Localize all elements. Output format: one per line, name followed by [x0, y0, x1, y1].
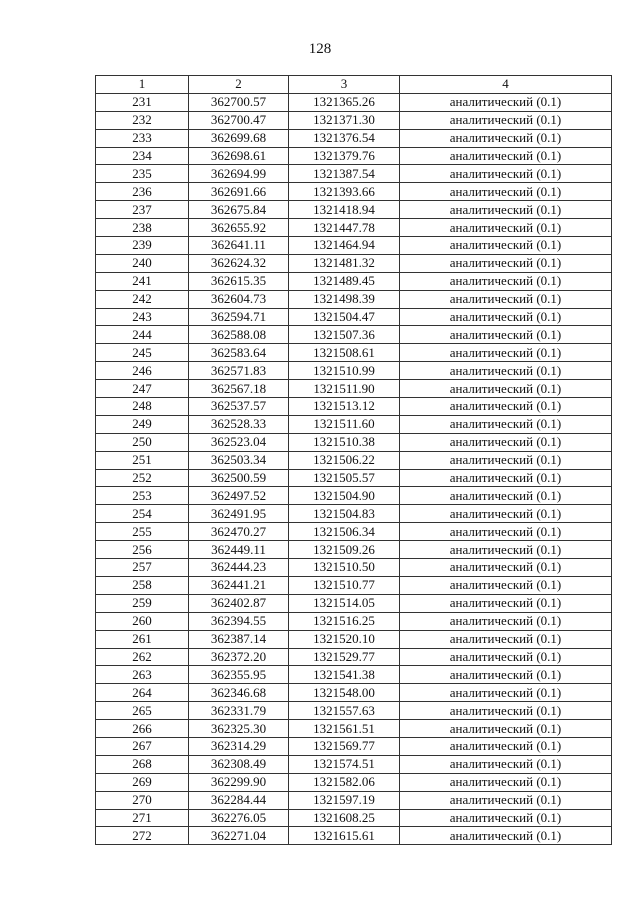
y-coordinate-cell: 1321505.57: [289, 469, 400, 487]
accuracy-method-cell: аналитический (0.1): [400, 165, 612, 183]
table-row: [96, 630, 612, 648]
x-coordinate-cell: 362470.27: [189, 523, 289, 541]
y-coordinate-cell: 1321510.50: [289, 559, 400, 577]
x-coordinate-cell: 362528.33: [189, 415, 289, 433]
accuracy-method-cell: аналитический (0.1): [400, 594, 612, 612]
table-row: [96, 433, 612, 451]
point-number-cell: 256: [96, 541, 189, 559]
accuracy-method-cell: аналитический (0.1): [400, 702, 612, 720]
table-row: [96, 469, 612, 487]
header-cell-2: 2: [189, 76, 289, 94]
table-row: [96, 398, 612, 416]
point-number-cell: 244: [96, 326, 189, 344]
x-coordinate-cell: 362284.44: [189, 791, 289, 809]
x-coordinate-cell: 362523.04: [189, 433, 289, 451]
point-number-cell: 247: [96, 380, 189, 398]
point-number-cell: 239: [96, 237, 189, 255]
accuracy-method-cell: аналитический (0.1): [400, 111, 612, 129]
y-coordinate-cell: 1321506.22: [289, 451, 400, 469]
x-coordinate-cell: 362604.73: [189, 290, 289, 308]
y-coordinate-cell: 1321511.60: [289, 415, 400, 433]
point-number-cell: 251: [96, 451, 189, 469]
point-number-cell: 261: [96, 630, 189, 648]
y-coordinate-cell: 1321379.76: [289, 147, 400, 165]
point-number-cell: 250: [96, 433, 189, 451]
table-row: [96, 308, 612, 326]
x-coordinate-cell: 362372.20: [189, 648, 289, 666]
x-coordinate-cell: 362346.68: [189, 684, 289, 702]
point-number-cell: 271: [96, 809, 189, 827]
accuracy-method-cell: аналитический (0.1): [400, 201, 612, 219]
y-coordinate-cell: 1321513.12: [289, 398, 400, 416]
coordinates-table: [95, 75, 612, 845]
table-row: [96, 451, 612, 469]
y-coordinate-cell: 1321514.05: [289, 594, 400, 612]
point-number-cell: 232: [96, 111, 189, 129]
accuracy-method-cell: аналитический (0.1): [400, 666, 612, 684]
y-coordinate-cell: 1321504.47: [289, 308, 400, 326]
x-coordinate-cell: 362402.87: [189, 594, 289, 612]
point-number-cell: 255: [96, 523, 189, 541]
point-number-cell: 253: [96, 487, 189, 505]
accuracy-method-cell: аналитический (0.1): [400, 505, 612, 523]
header-cell-3: 3: [289, 76, 400, 94]
x-coordinate-cell: 362700.47: [189, 111, 289, 129]
y-coordinate-cell: 1321376.54: [289, 129, 400, 147]
point-number-cell: 258: [96, 576, 189, 594]
x-coordinate-cell: 362355.95: [189, 666, 289, 684]
x-coordinate-cell: 362491.95: [189, 505, 289, 523]
point-number-cell: 270: [96, 791, 189, 809]
table-row: [96, 147, 612, 165]
accuracy-method-cell: аналитический (0.1): [400, 809, 612, 827]
header-cell-1: 1: [96, 76, 189, 94]
y-coordinate-cell: 1321504.83: [289, 505, 400, 523]
table-row: [96, 129, 612, 147]
accuracy-method-cell: аналитический (0.1): [400, 415, 612, 433]
table-row: [96, 237, 612, 255]
point-number-cell: 240: [96, 254, 189, 272]
y-coordinate-cell: 1321569.77: [289, 737, 400, 755]
point-number-cell: 269: [96, 773, 189, 791]
table-row: [96, 755, 612, 773]
table-row: [96, 183, 612, 201]
y-coordinate-cell: 1321608.25: [289, 809, 400, 827]
table-row: [96, 541, 612, 559]
point-number-cell: 236: [96, 183, 189, 201]
y-coordinate-cell: 1321516.25: [289, 612, 400, 630]
accuracy-method-cell: аналитический (0.1): [400, 720, 612, 738]
point-number-cell: 233: [96, 129, 189, 147]
y-coordinate-cell: 1321504.90: [289, 487, 400, 505]
table-row: [96, 720, 612, 738]
accuracy-method-cell: аналитический (0.1): [400, 523, 612, 541]
table-row: [96, 415, 612, 433]
table-row: [96, 684, 612, 702]
table-row: [96, 362, 612, 380]
y-coordinate-cell: 1321393.66: [289, 183, 400, 201]
x-coordinate-cell: 362537.57: [189, 398, 289, 416]
accuracy-method-cell: аналитический (0.1): [400, 827, 612, 845]
point-number-cell: 242: [96, 290, 189, 308]
point-number-cell: 262: [96, 648, 189, 666]
x-coordinate-cell: 362583.64: [189, 344, 289, 362]
table-row: [96, 487, 612, 505]
accuracy-method-cell: аналитический (0.1): [400, 326, 612, 344]
x-coordinate-cell: 362698.61: [189, 147, 289, 165]
y-coordinate-cell: 1321541.38: [289, 666, 400, 684]
point-number-cell: 266: [96, 720, 189, 738]
table-row: [96, 702, 612, 720]
x-coordinate-cell: 362700.57: [189, 93, 289, 111]
y-coordinate-cell: 1321509.26: [289, 541, 400, 559]
table-row: [96, 737, 612, 755]
accuracy-method-cell: аналитический (0.1): [400, 272, 612, 290]
table-body: [96, 93, 612, 844]
table-row: [96, 219, 612, 237]
x-coordinate-cell: 362331.79: [189, 702, 289, 720]
accuracy-method-cell: аналитический (0.1): [400, 147, 612, 165]
point-number-cell: 264: [96, 684, 189, 702]
table-row: [96, 272, 612, 290]
y-coordinate-cell: 1321371.30: [289, 111, 400, 129]
y-coordinate-cell: 1321582.06: [289, 773, 400, 791]
point-number-cell: 234: [96, 147, 189, 165]
point-number-cell: 259: [96, 594, 189, 612]
x-coordinate-cell: 362624.32: [189, 254, 289, 272]
point-number-cell: 241: [96, 272, 189, 290]
x-coordinate-cell: 362314.29: [189, 737, 289, 755]
point-number-cell: 272: [96, 827, 189, 845]
table-row: [96, 165, 612, 183]
table-row: [96, 612, 612, 630]
y-coordinate-cell: 1321508.61: [289, 344, 400, 362]
y-coordinate-cell: 1321597.19: [289, 791, 400, 809]
accuracy-method-cell: аналитический (0.1): [400, 183, 612, 201]
x-coordinate-cell: 362655.92: [189, 219, 289, 237]
accuracy-method-cell: аналитический (0.1): [400, 362, 612, 380]
x-coordinate-cell: 362694.99: [189, 165, 289, 183]
y-coordinate-cell: 1321489.45: [289, 272, 400, 290]
accuracy-method-cell: аналитический (0.1): [400, 630, 612, 648]
x-coordinate-cell: 362588.08: [189, 326, 289, 344]
y-coordinate-cell: 1321498.39: [289, 290, 400, 308]
table-row: [96, 594, 612, 612]
table-row: [96, 201, 612, 219]
y-coordinate-cell: 1321506.34: [289, 523, 400, 541]
table-row: [96, 111, 612, 129]
x-coordinate-cell: 362276.05: [189, 809, 289, 827]
table-row: [96, 809, 612, 827]
y-coordinate-cell: 1321615.61: [289, 827, 400, 845]
accuracy-method-cell: аналитический (0.1): [400, 237, 612, 255]
point-number-cell: 231: [96, 93, 189, 111]
accuracy-method-cell: аналитический (0.1): [400, 773, 612, 791]
point-number-cell: 238: [96, 219, 189, 237]
x-coordinate-cell: 362387.14: [189, 630, 289, 648]
header-cell-4: 4: [400, 76, 612, 94]
accuracy-method-cell: аналитический (0.1): [400, 290, 612, 308]
x-coordinate-cell: 362675.84: [189, 201, 289, 219]
point-number-cell: 267: [96, 737, 189, 755]
table-row: [96, 648, 612, 666]
y-coordinate-cell: 1321464.94: [289, 237, 400, 255]
point-number-cell: 260: [96, 612, 189, 630]
y-coordinate-cell: 1321510.38: [289, 433, 400, 451]
x-coordinate-cell: 362449.11: [189, 541, 289, 559]
table-row: [96, 576, 612, 594]
point-number-cell: 249: [96, 415, 189, 433]
header-row: [96, 76, 612, 94]
accuracy-method-cell: аналитический (0.1): [400, 433, 612, 451]
accuracy-method-cell: аналитический (0.1): [400, 648, 612, 666]
accuracy-method-cell: аналитический (0.1): [400, 93, 612, 111]
accuracy-method-cell: аналитический (0.1): [400, 576, 612, 594]
accuracy-method-cell: аналитический (0.1): [400, 755, 612, 773]
y-coordinate-cell: 1321510.77: [289, 576, 400, 594]
accuracy-method-cell: аналитический (0.1): [400, 398, 612, 416]
y-coordinate-cell: 1321510.99: [289, 362, 400, 380]
accuracy-method-cell: аналитический (0.1): [400, 254, 612, 272]
table-row: [96, 791, 612, 809]
x-coordinate-cell: 362641.11: [189, 237, 289, 255]
point-number-cell: 263: [96, 666, 189, 684]
y-coordinate-cell: 1321529.77: [289, 648, 400, 666]
table-row: [96, 773, 612, 791]
point-number-cell: 257: [96, 559, 189, 577]
x-coordinate-cell: 362308.49: [189, 755, 289, 773]
point-number-cell: 245: [96, 344, 189, 362]
table-row: [96, 523, 612, 541]
table-row: [96, 344, 612, 362]
point-number-cell: 246: [96, 362, 189, 380]
y-coordinate-cell: 1321365.26: [289, 93, 400, 111]
accuracy-method-cell: аналитический (0.1): [400, 737, 612, 755]
x-coordinate-cell: 362444.23: [189, 559, 289, 577]
accuracy-method-cell: аналитический (0.1): [400, 344, 612, 362]
table-row: [96, 505, 612, 523]
y-coordinate-cell: 1321418.94: [289, 201, 400, 219]
x-coordinate-cell: 362691.66: [189, 183, 289, 201]
accuracy-method-cell: аналитический (0.1): [400, 451, 612, 469]
accuracy-method-cell: аналитический (0.1): [400, 612, 612, 630]
x-coordinate-cell: 362594.71: [189, 308, 289, 326]
x-coordinate-cell: 362497.52: [189, 487, 289, 505]
y-coordinate-cell: 1321447.78: [289, 219, 400, 237]
accuracy-method-cell: аналитический (0.1): [400, 487, 612, 505]
table-row: [96, 326, 612, 344]
y-coordinate-cell: 1321387.54: [289, 165, 400, 183]
y-coordinate-cell: 1321511.90: [289, 380, 400, 398]
accuracy-method-cell: аналитический (0.1): [400, 684, 612, 702]
table-row: [96, 380, 612, 398]
x-coordinate-cell: 362394.55: [189, 612, 289, 630]
y-coordinate-cell: 1321481.32: [289, 254, 400, 272]
accuracy-method-cell: аналитический (0.1): [400, 308, 612, 326]
accuracy-method-cell: аналитический (0.1): [400, 219, 612, 237]
accuracy-method-cell: аналитический (0.1): [400, 791, 612, 809]
accuracy-method-cell: аналитический (0.1): [400, 469, 612, 487]
accuracy-method-cell: аналитический (0.1): [400, 559, 612, 577]
x-coordinate-cell: 362299.90: [189, 773, 289, 791]
accuracy-method-cell: аналитический (0.1): [400, 541, 612, 559]
x-coordinate-cell: 362441.21: [189, 576, 289, 594]
x-coordinate-cell: 362271.04: [189, 827, 289, 845]
x-coordinate-cell: 362503.34: [189, 451, 289, 469]
x-coordinate-cell: 362325.30: [189, 720, 289, 738]
point-number-cell: 265: [96, 702, 189, 720]
point-number-cell: 254: [96, 505, 189, 523]
point-number-cell: 252: [96, 469, 189, 487]
point-number-cell: 235: [96, 165, 189, 183]
y-coordinate-cell: 1321557.63: [289, 702, 400, 720]
table-row: [96, 827, 612, 845]
accuracy-method-cell: аналитический (0.1): [400, 129, 612, 147]
x-coordinate-cell: 362699.68: [189, 129, 289, 147]
point-number-cell: 248: [96, 398, 189, 416]
table-row: [96, 254, 612, 272]
x-coordinate-cell: 362567.18: [189, 380, 289, 398]
y-coordinate-cell: 1321548.00: [289, 684, 400, 702]
table-row: [96, 666, 612, 684]
y-coordinate-cell: 1321520.10: [289, 630, 400, 648]
table-header: [96, 76, 612, 94]
point-number-cell: 243: [96, 308, 189, 326]
table-row: [96, 559, 612, 577]
point-number-cell: 268: [96, 755, 189, 773]
table-row: [96, 290, 612, 308]
y-coordinate-cell: 1321561.51: [289, 720, 400, 738]
x-coordinate-cell: 362500.59: [189, 469, 289, 487]
point-number-cell: 237: [96, 201, 189, 219]
table-row: [96, 93, 612, 111]
accuracy-method-cell: аналитический (0.1): [400, 380, 612, 398]
x-coordinate-cell: 362615.35: [189, 272, 289, 290]
x-coordinate-cell: 362571.83: [189, 362, 289, 380]
page-number: 128: [308, 41, 332, 57]
y-coordinate-cell: 1321507.36: [289, 326, 400, 344]
y-coordinate-cell: 1321574.51: [289, 755, 400, 773]
